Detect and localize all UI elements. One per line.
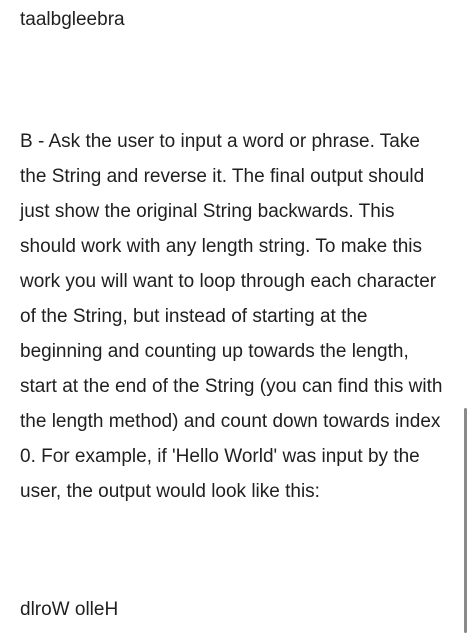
vertical-scrollbar[interactable] [464,408,467,633]
example-output-text: dlroW olleH [20,599,119,620]
top-text: taalbgleebra [20,9,125,30]
instruction-paragraph: B - Ask the user to input a word or phrase. Take the String and reverse it. The final output should just show the original String backwards. This should work with any length string. To make this work you will want to loop through each character of the String, but instead of starting at the beginning and counting up towards the length, start at the end of the String (you can find this with the length method) and count down towards index 0. For example, if 'Hello World' was input by the user, the output would look like this: [20,131,443,502]
